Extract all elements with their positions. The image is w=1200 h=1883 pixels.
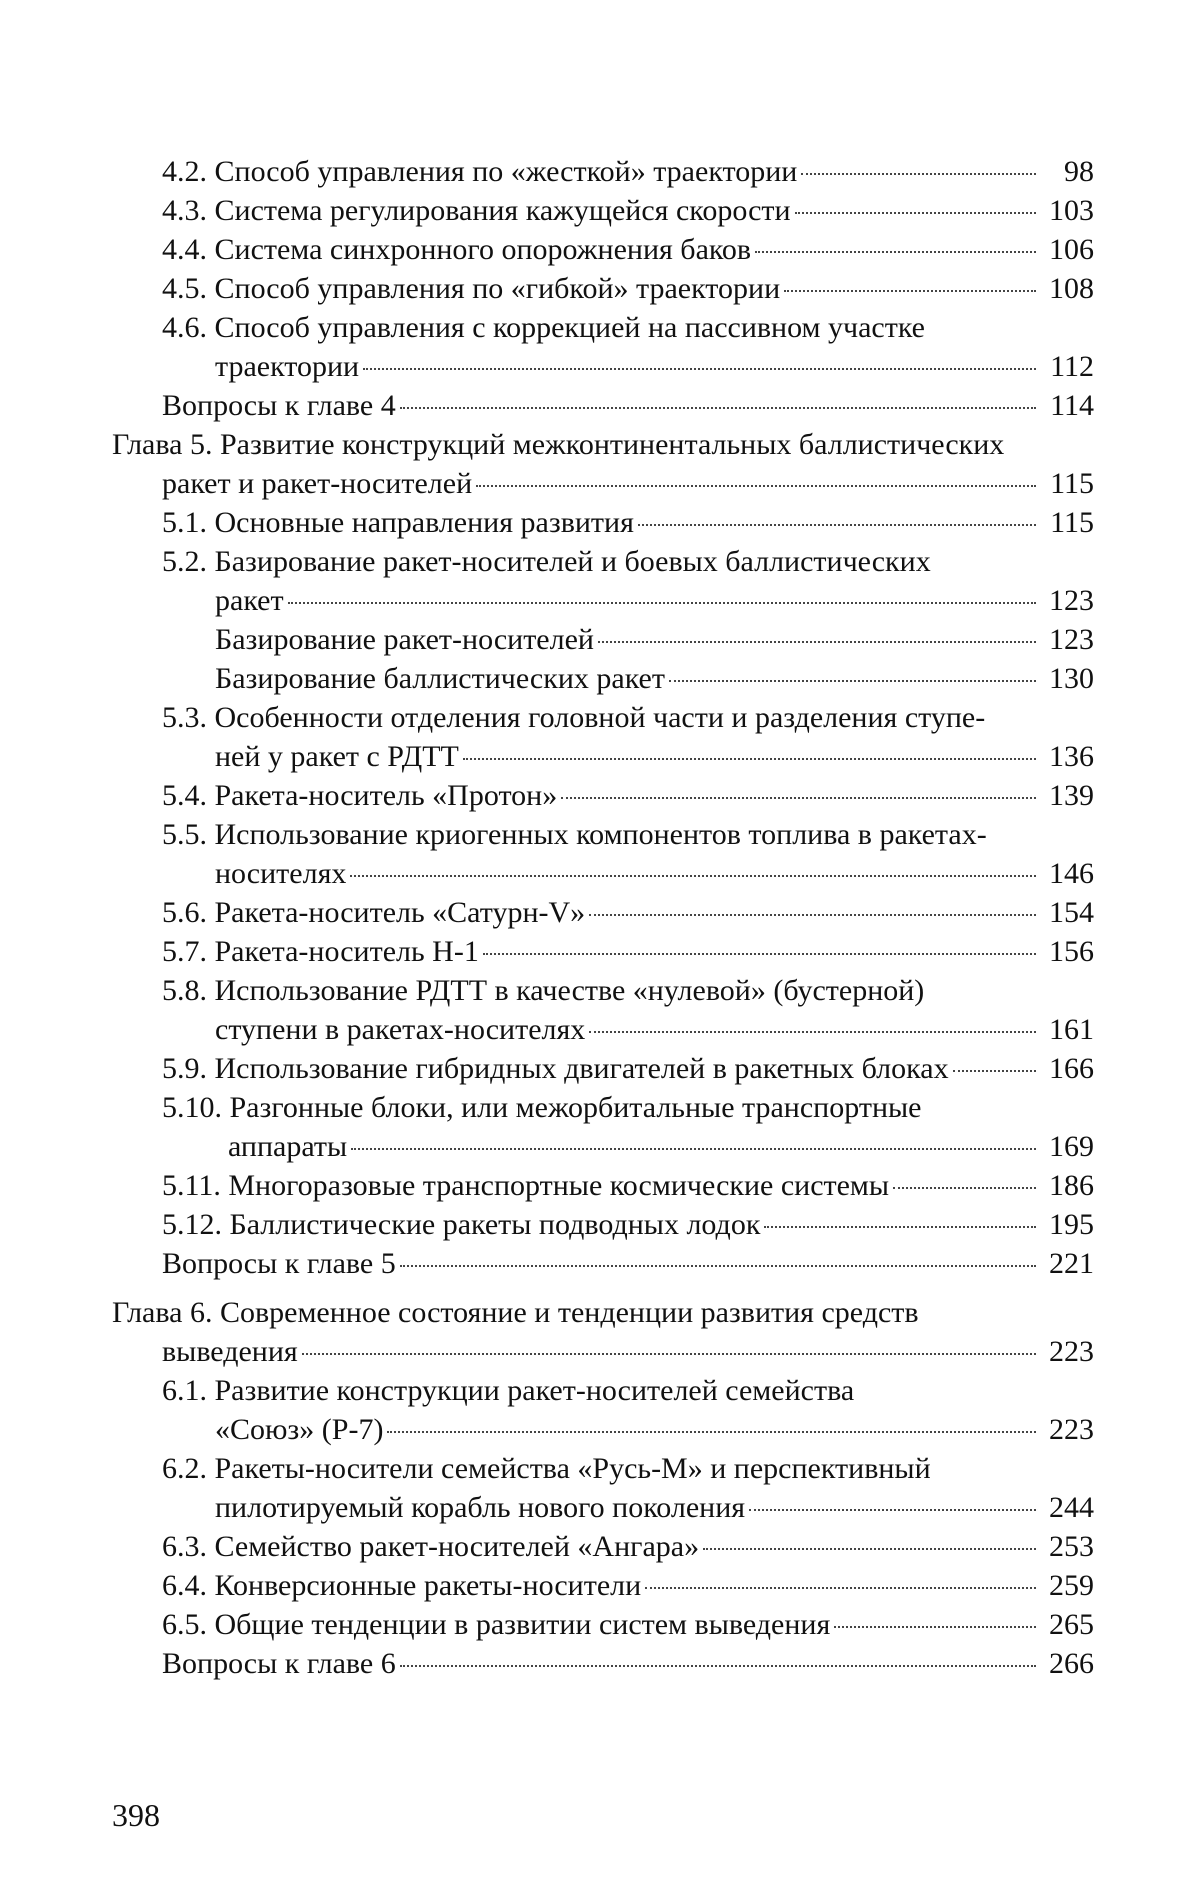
dot-leader [764, 1226, 1036, 1228]
toc-entry-title-line: ракет [215, 584, 284, 617]
toc-entry-title-line: 4.6. Способ управления с коррекцией на пассивном участке [162, 311, 925, 344]
toc-entry [162, 269, 1094, 308]
toc-entry [162, 1449, 1094, 1527]
toc-entry-title-line: Базирование баллистических ракет [215, 662, 665, 695]
toc-entry [162, 1566, 1094, 1605]
dot-leader [400, 1665, 1036, 1667]
toc-entry-title-line: 5.1. Основные направления развития [162, 506, 634, 539]
toc-entry [162, 698, 1094, 776]
toc-entry-title-line: 6.5. Общие тенденции в развитии систем выведения [162, 1608, 831, 1641]
toc-page-number: 98 [1064, 155, 1094, 188]
dot-leader [953, 1070, 1036, 1072]
toc-entry [215, 659, 1094, 698]
toc-entry-title-line: 5.7. Ракета-носитель Н-1 [162, 935, 479, 968]
dot-leader [351, 1148, 1036, 1150]
toc-page-number: 221 [1049, 1247, 1094, 1280]
toc-entry-title-line: 5.5. Использование криогенных компонентов топлива в ракетах- [162, 818, 987, 851]
toc-entry-title-line: 5.2. Базирование ракет-носителей и боевых баллистических [162, 545, 931, 578]
toc-page-number: 156 [1049, 935, 1094, 968]
toc-entry [162, 1049, 1094, 1088]
dot-leader [476, 485, 1036, 487]
dot-leader [302, 1353, 1036, 1355]
toc-entry [162, 776, 1094, 815]
dot-leader [638, 524, 1036, 526]
toc-entry [162, 386, 1094, 425]
toc-entry [162, 932, 1094, 971]
toc-entry [162, 542, 1094, 620]
dot-leader [801, 173, 1036, 175]
toc-entry [215, 620, 1094, 659]
toc-entry [162, 1527, 1094, 1566]
dot-leader [893, 1187, 1036, 1189]
dot-leader [483, 953, 1036, 955]
toc-page-number: 195 [1049, 1208, 1094, 1241]
toc-entry [162, 1244, 1094, 1283]
toc-page-number: 112 [1050, 350, 1094, 383]
toc-entry-title-line: 6.3. Семейство ракет-носителей «Ангара» [162, 1530, 700, 1563]
toc-entry [162, 230, 1094, 269]
toc-entry-title-line: выведения [162, 1335, 298, 1368]
dot-leader [755, 251, 1036, 253]
toc-entry-title-line: Вопросы к главе 4 [162, 389, 396, 422]
dot-leader [795, 212, 1036, 214]
toc-entry-title-line: 5.8. Использование РДТТ в качестве «нулевой» (бустерной) [162, 974, 925, 1007]
toc-entry [162, 1644, 1094, 1683]
toc-entry [162, 971, 1094, 1049]
toc-entry-title-line: 6.1. Развитие конструкции ракет-носителей семейства [162, 1374, 855, 1407]
toc-entry-title-line: 4.3. Система регулирования кажущейся скорости [162, 194, 791, 227]
toc-entry-title-line: 5.10. Разгонные блоки, или межорбитальные транспортные [162, 1091, 922, 1124]
toc-entry-title-line: ракет и ракет-носителей [162, 467, 473, 500]
toc-page-number: 115 [1050, 467, 1094, 500]
dot-leader [288, 602, 1036, 604]
dot-leader [363, 368, 1036, 370]
toc-page-number: 106 [1049, 233, 1094, 266]
toc-page-number: 139 [1049, 779, 1094, 812]
dot-leader [784, 290, 1036, 292]
toc-entry [162, 1605, 1094, 1644]
toc-page-number: 186 [1049, 1169, 1094, 1202]
dot-leader [400, 407, 1036, 409]
toc-entry-title-line: 6.2. Ракеты-носители семейства «Русь-М» и перспективный [162, 1452, 931, 1485]
toc-page-number: 223 [1049, 1413, 1094, 1446]
toc-entry [162, 1205, 1094, 1244]
toc-page-number: 123 [1049, 623, 1094, 656]
toc-entry-title-line: Базирование ракет-носителей [215, 623, 594, 656]
toc-entry-title-line: 5.3. Особенности отделения головной части и разделения ступе- [162, 701, 986, 734]
toc-page-number: 136 [1049, 740, 1094, 773]
dot-leader [589, 914, 1036, 916]
toc-page-number: 244 [1049, 1491, 1094, 1524]
toc-entry [162, 1371, 1094, 1449]
toc-entry-title-line: Глава 5. Развитие конструкций межконтинентальных баллистических [112, 428, 1005, 461]
toc-entry [162, 191, 1094, 230]
dot-leader [350, 875, 1036, 877]
toc-page-number: 265 [1049, 1608, 1094, 1641]
toc-page-number: 259 [1049, 1569, 1094, 1602]
toc-entry-title-line: Глава 6. Современное состояние и тенденции развития средств [112, 1296, 919, 1329]
dot-leader [749, 1509, 1036, 1511]
toc-entry-title-line: 5.12. Баллистические ракеты подводных лодок [162, 1208, 761, 1241]
toc-entry-title-line: Вопросы к главе 5 [162, 1247, 396, 1280]
toc-entry-title-line: 4.4. Система синхронного опорожнения баков [162, 233, 752, 266]
toc-page-number: 266 [1049, 1647, 1094, 1680]
dot-leader [561, 797, 1036, 799]
toc-entry [162, 815, 1094, 893]
dot-leader [387, 1431, 1036, 1433]
toc-entry-title-line: 5.4. Ракета-носитель «Протон» [162, 779, 558, 812]
toc-page-number: 115 [1050, 506, 1094, 539]
toc-page-number: 223 [1049, 1335, 1094, 1368]
dot-leader [669, 680, 1036, 682]
toc-entry-title-line: 4.5. Способ управления по «гибкой» траектории [162, 272, 781, 305]
toc-entry-title-line: 6.4. Конверсионные ракеты-носители [162, 1569, 642, 1602]
toc-entry-title-line: траектории [215, 350, 360, 383]
toc-page-number: 146 [1049, 857, 1094, 890]
toc-page-number: 169 [1049, 1130, 1094, 1163]
toc-entry-title-line: Вопросы к главе 6 [162, 1647, 396, 1680]
toc-page-number: 253 [1049, 1530, 1094, 1563]
toc-entry-title-line: 5.11. Многоразовые транспортные космические системы [162, 1169, 890, 1202]
toc-entry [162, 308, 1094, 386]
toc-entry-title-line: аппараты [228, 1130, 348, 1163]
toc-entry-title-line: ней у ракет с РДТТ [215, 740, 459, 773]
toc-entry [112, 1293, 1094, 1371]
toc-page-number: 114 [1050, 389, 1094, 422]
dot-leader [834, 1626, 1036, 1628]
toc-entry-title-line: «Союз» (Р-7) [215, 1413, 384, 1446]
toc-page-number: 161 [1049, 1013, 1094, 1046]
toc-entry [162, 1166, 1094, 1205]
toc-page-number: 154 [1049, 896, 1094, 929]
dot-leader [463, 758, 1036, 760]
toc-entry-title-line: 4.2. Способ управления по «жесткой» траектории [162, 155, 798, 188]
toc-entry [162, 893, 1094, 932]
toc-entry-title-line: ступени в ракетах-носителях [215, 1013, 586, 1046]
toc-page-number: 103 [1049, 194, 1094, 227]
toc-entry [112, 425, 1094, 503]
dot-leader [589, 1031, 1036, 1033]
toc-page-number: 108 [1049, 272, 1094, 305]
toc-entry-title-line: пилотируемый корабль нового поколения [215, 1491, 746, 1524]
toc-entry [162, 1088, 1094, 1166]
toc-page-number: 166 [1049, 1052, 1094, 1085]
toc-entry [162, 152, 1094, 191]
toc-page-number: 123 [1049, 584, 1094, 617]
toc-entry-title-line: 5.9. Использование гибридных двигателей в ракетных блоках [162, 1052, 949, 1085]
page-number: 398 [112, 1797, 160, 1833]
toc-entry [162, 503, 1094, 542]
toc-entry-title-line: носителях [215, 857, 347, 890]
dot-leader [598, 641, 1036, 643]
dot-leader [400, 1265, 1036, 1267]
toc-page-number: 130 [1049, 662, 1094, 695]
dot-leader [645, 1587, 1036, 1589]
toc-entry-title-line: 5.6. Ракета-носитель «Сатурн-V» [162, 896, 586, 929]
dot-leader [703, 1548, 1036, 1550]
table-of-contents [112, 152, 1094, 1683]
